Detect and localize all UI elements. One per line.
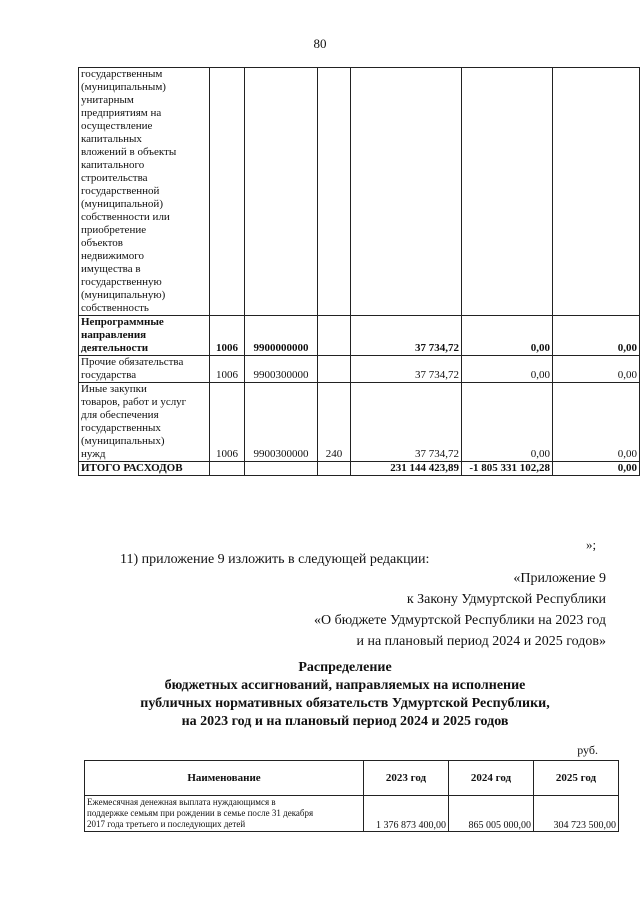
name-line: капитальных <box>81 133 142 145</box>
name-line: осуществление <box>81 120 153 132</box>
column-header-2023: 2023 год <box>364 761 449 796</box>
table-row <box>79 68 640 316</box>
document-heading: бюджетных ассигнований, направляемых на исполнение <box>164 678 526 693</box>
table-row <box>85 796 619 832</box>
appendix-line: к Закону Удмуртской Республики <box>406 592 606 607</box>
total-row <box>79 462 640 476</box>
total-2024-cell: -1 805 331 102,28 <box>462 462 553 476</box>
closing-quote: »; <box>586 537 597 552</box>
column-header-2025: 2025 год <box>534 761 619 796</box>
name-line: Прочие обязательства <box>81 356 184 368</box>
target-article-cell <box>245 68 318 316</box>
amount-2024-cell: 0,00 <box>462 356 553 383</box>
table-row <box>79 316 640 356</box>
name-line: нужд <box>81 448 106 460</box>
name-line: предприятиям на <box>81 107 162 119</box>
name-line: (муниципальной) <box>81 198 163 210</box>
section-cell <box>210 68 245 316</box>
amount-2023-cell: 37 734,72 <box>351 316 462 356</box>
row-name-cell <box>85 796 364 832</box>
row-name-cell <box>79 68 210 316</box>
name-line: объектов <box>81 237 123 249</box>
amount-2024-cell: 865 005 000,00 <box>449 796 534 832</box>
name-line: приобретение <box>81 224 147 236</box>
name-line: капитального <box>81 159 145 171</box>
name-line: строительства <box>81 172 148 184</box>
document-heading: на 2023 год и на плановый период 2024 и 2025 годов <box>181 714 509 729</box>
row-name-cell <box>79 383 210 462</box>
name-line: государственную <box>81 276 162 288</box>
row-name-cell <box>79 356 210 383</box>
amount-2024-cell: 0,00 <box>462 316 553 356</box>
name-line: недвижимого <box>81 250 144 262</box>
appendix-line: «Приложение 9 <box>513 571 606 586</box>
amount-2023-cell: 37 734,72 <box>351 356 462 383</box>
name-line: (муниципальным) <box>81 81 166 93</box>
section-cell <box>210 462 245 476</box>
name-line: Непрограммные <box>81 316 164 328</box>
allocation-table <box>84 760 619 832</box>
document-heading: Распределение <box>298 660 392 675</box>
amount-2023-cell: 1 376 873 400,00 <box>364 796 449 832</box>
target-article-cell: 9900300000 <box>245 383 318 462</box>
amount-2023-cell: 37 734,72 <box>351 383 462 462</box>
name-line: деятельности <box>81 342 149 354</box>
currency-unit: руб. <box>577 743 598 757</box>
row-name-cell <box>79 316 210 356</box>
name-line: государственной <box>81 185 160 197</box>
name-line: вложений в объекты <box>81 146 177 158</box>
expense-type-cell: 240 <box>318 383 351 462</box>
total-2023-cell: 231 144 423,89 <box>351 462 462 476</box>
document-heading: публичных нормативных обязательств Удмуртской Республики, <box>140 696 550 711</box>
expense-type-cell <box>318 68 351 316</box>
name-line: направления <box>81 329 147 341</box>
amount-2025-cell: 304 723 500,00 <box>534 796 619 832</box>
amount-2025-cell <box>553 68 640 316</box>
amount-2025-cell: 0,00 <box>553 356 640 383</box>
target-article-cell: 9900300000 <box>245 356 318 383</box>
page-number: 80 <box>313 36 327 51</box>
appendix-line: и на плановый период 2024 и 2025 годов» <box>356 634 606 649</box>
amendment-instruction: 11) приложение 9 изложить в следующей редакции: <box>120 552 430 567</box>
expense-type-cell <box>318 316 351 356</box>
name-line: поддержке семьям при рождении в семье после 31 декабря <box>87 808 314 818</box>
target-article-cell <box>245 462 318 476</box>
name-line: Иные закупки <box>81 383 147 395</box>
name-line: имущества в <box>81 263 141 275</box>
table-row <box>79 383 640 462</box>
name-line: государственным <box>81 68 163 80</box>
column-header-name: Наименование <box>85 761 364 796</box>
section-cell: 1006 <box>210 316 245 356</box>
total-label: ИТОГО РАСХОДОВ <box>79 462 210 476</box>
name-line: товаров, работ и услуг <box>81 396 187 408</box>
appendix-line: «О бюджете Удмуртской Республики на 2023 год <box>313 613 606 628</box>
target-article-cell: 9900000000 <box>245 316 318 356</box>
amount-2024-cell: 0,00 <box>462 383 553 462</box>
name-line: собственности или <box>81 211 170 223</box>
name-line: государства <box>81 369 137 381</box>
expense-type-cell <box>318 356 351 383</box>
table-row <box>79 356 640 383</box>
name-line: унитарным <box>81 94 134 106</box>
header-row <box>85 761 619 796</box>
expenditure-table <box>78 67 640 476</box>
name-line: собственность <box>81 302 149 314</box>
name-line: (муниципальную) <box>81 289 166 301</box>
column-header-2024: 2024 год <box>449 761 534 796</box>
amount-2025-cell: 0,00 <box>553 383 640 462</box>
amount-2023-cell <box>351 68 462 316</box>
name-line: государственных <box>81 422 161 434</box>
section-cell: 1006 <box>210 356 245 383</box>
amount-2025-cell: 0,00 <box>553 316 640 356</box>
name-line: для обеспечения <box>81 409 159 421</box>
section-cell: 1006 <box>210 383 245 462</box>
total-2025-cell: 0,00 <box>553 462 640 476</box>
name-line: 2017 года третьего и последующих детей <box>87 819 246 829</box>
expense-type-cell <box>318 462 351 476</box>
name-line: Ежемесячная денежная выплата нуждающимся в <box>87 797 276 807</box>
amount-2024-cell <box>462 68 553 316</box>
name-line: (муниципальных) <box>81 435 165 447</box>
